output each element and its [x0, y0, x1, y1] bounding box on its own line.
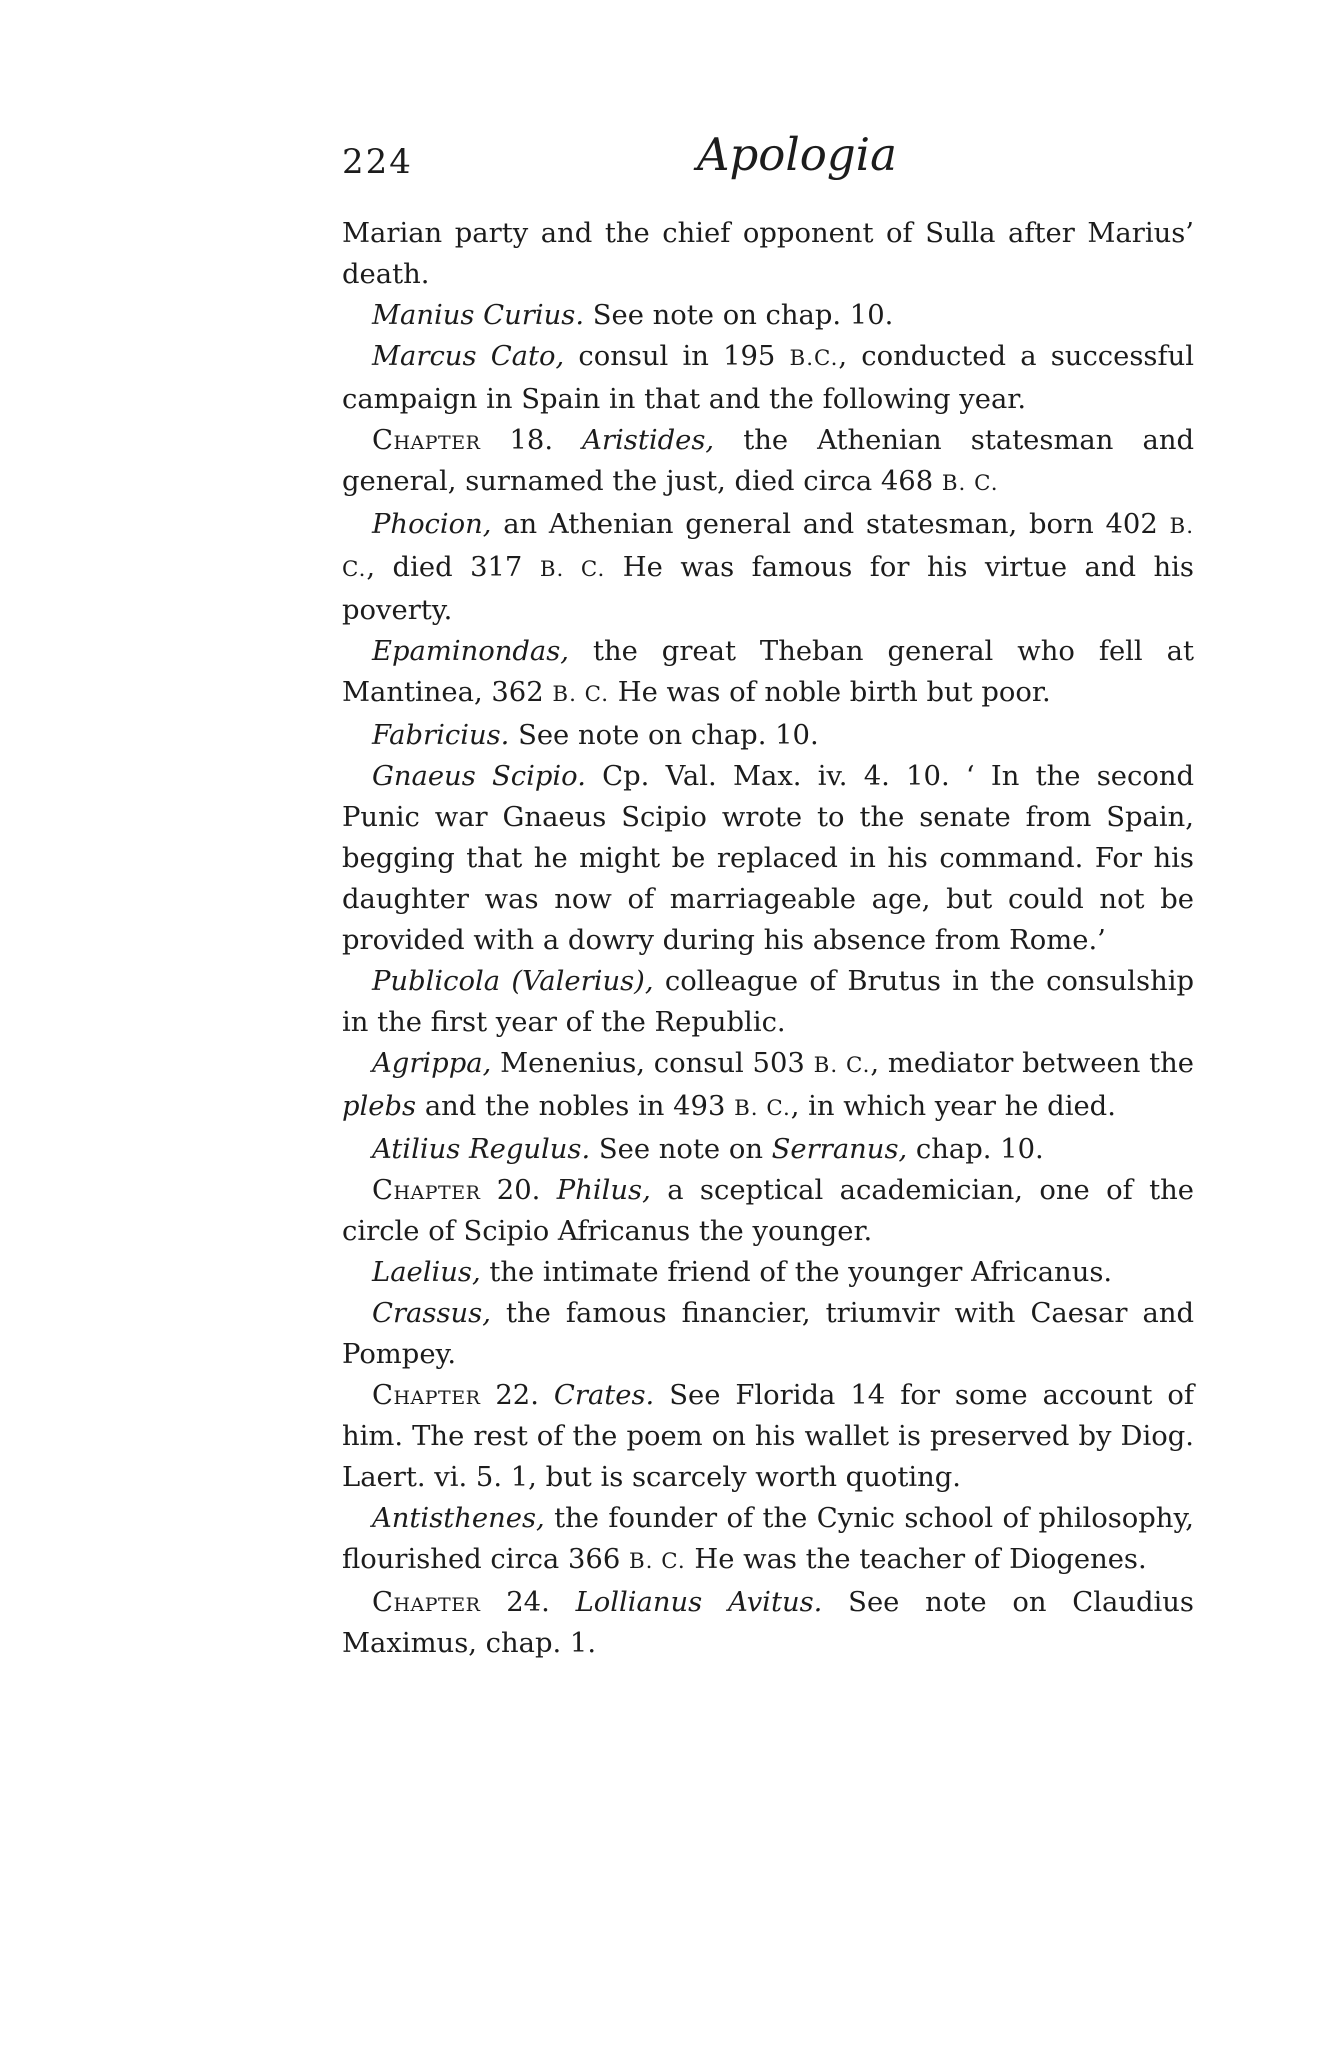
- note-paragraph: [342, 1252, 1194, 1293]
- era-abbreviation: B. C.: [628, 1549, 686, 1574]
- text-run: Menenius, consul 503: [491, 1048, 814, 1079]
- text-run: See note on chap. 10.: [584, 300, 894, 331]
- text-run: He was famous for his virtue and his poverty.: [342, 552, 1194, 626]
- italic-term: Serranus,: [771, 1134, 908, 1165]
- page-number: 224: [342, 142, 413, 182]
- italic-term: plebs: [342, 1091, 417, 1122]
- text-run: chap. 10.: [907, 1134, 1044, 1165]
- text-run: 20.: [480, 1175, 557, 1206]
- running-title: Apologia: [697, 128, 897, 181]
- text-run: the Athenian statesman and general, surnamed the just, died circa 468: [342, 425, 1194, 497]
- italic-term: Crassus,: [372, 1298, 491, 1329]
- chapter-label: Chapter: [372, 1380, 481, 1411]
- notes-body: [342, 213, 1194, 1664]
- note-paragraph: [342, 715, 1194, 756]
- note-paragraph: [342, 961, 1194, 1043]
- note-paragraph: [342, 504, 1194, 631]
- note-paragraph: [342, 631, 1194, 715]
- text-run: He was of noble birth but poor.: [609, 677, 1051, 708]
- note-paragraph: [342, 1498, 1194, 1582]
- text-run: 22.: [480, 1380, 554, 1411]
- chapter-label: Chapter: [372, 425, 481, 456]
- italic-term: Crates.: [553, 1380, 655, 1411]
- era-abbreviation: B. C.: [539, 557, 606, 582]
- text-run: an Athenian general and statesman, born 402: [491, 509, 1170, 540]
- text-run: 18.: [480, 425, 583, 456]
- italic-term: Epaminondas,: [372, 636, 569, 667]
- chapter-label: Chapter: [372, 1175, 481, 1206]
- era-abbreviation: B. C.: [734, 1096, 791, 1121]
- italic-term: Aristides,: [582, 425, 715, 456]
- text-run: Marian party and the chief opponent of Sulla after Marius’ death.: [342, 218, 1194, 290]
- text-run: He was the teacher of Diogenes.: [685, 1544, 1147, 1575]
- italic-term: Antisthenes,: [372, 1503, 545, 1534]
- note-paragraph: [342, 1293, 1194, 1375]
- italic-term: Gnaeus Scipio.: [372, 761, 586, 792]
- note-paragraph: [342, 295, 1194, 336]
- italic-term: Laelius,: [372, 1257, 481, 1288]
- text-run: and the nobles in 493: [416, 1091, 735, 1122]
- italic-term: Manius Curius.: [372, 300, 585, 331]
- note-paragraph: [342, 336, 1194, 420]
- era-abbreviation: B. C.: [552, 682, 610, 707]
- page-header: [342, 128, 1194, 198]
- text-run: the famous financier, triumvir with Caesar and Pompey.: [342, 1298, 1194, 1370]
- note-paragraph: [342, 756, 1194, 961]
- text-run: , mediator between the: [870, 1048, 1194, 1079]
- text-run: See note on: [590, 1134, 772, 1165]
- era-abbreviation: B. C.: [813, 1053, 871, 1078]
- note-paragraph: [342, 1582, 1194, 1664]
- era-abbreviation: B. C.: [342, 514, 1194, 582]
- text-run: colleague of Brutus in the consulship in the first year of the Republic.: [342, 966, 1194, 1038]
- italic-term: Publicola (Valerius),: [372, 966, 654, 997]
- text-run: 24.: [480, 1587, 576, 1618]
- note-paragraph: [342, 1043, 1194, 1129]
- text-run: Cp. Val. Max. iv. 4. 10. ‘ In the second Punic war Gnaeus Scipio wrote to the senate from Spain, begging that he might be replaced in his command. For his daughter was now of marriageable age, but could not be provided with a dowry during his absence from Rome.’: [342, 761, 1194, 956]
- text-run: the intimate friend of the younger Africanus.: [480, 1257, 1113, 1288]
- text-run: , died 317: [366, 552, 540, 583]
- italic-term: Philus,: [556, 1175, 651, 1206]
- era-abbreviation: B.C.: [789, 346, 839, 371]
- text-run: , in which year he died.: [790, 1091, 1116, 1122]
- note-paragraph: [342, 1375, 1194, 1498]
- text-run: the founder of the Cynic school of philosophy, flourished circa 366: [342, 1503, 1194, 1575]
- italic-term: Marcus Cato,: [372, 341, 565, 372]
- note-paragraph: [342, 420, 1194, 504]
- text-run: See Florida 14 for some account of him. The rest of the poem on his wallet is preserved by Diog. Laert. vi. 5. 1, but is scarcely worth quoting.: [342, 1380, 1194, 1493]
- note-paragraph: [342, 1170, 1194, 1252]
- era-abbreviation: B. C.: [941, 471, 999, 496]
- text-run: consul in 195: [564, 341, 790, 372]
- chapter-label: Chapter: [372, 1587, 481, 1618]
- italic-term: Lollianus Avitus.: [575, 1587, 823, 1618]
- italic-term: Atilius Regulus.: [372, 1134, 591, 1165]
- text-run: See note on chap. 10.: [509, 720, 819, 751]
- note-paragraph: [342, 1129, 1194, 1170]
- note-paragraph: [342, 213, 1194, 295]
- text-run: a sceptical academician, one of the circle of Scipio Africanus the younger.: [342, 1175, 1194, 1247]
- text-run: the great Theban general who fell at Mantinea, 362: [342, 636, 1194, 708]
- text-run: See note on Claudius Maximus, chap. 1.: [342, 1587, 1194, 1659]
- italic-term: Agrippa,: [372, 1048, 492, 1079]
- text-run: , conducted a successful campaign in Spain in that and the following year.: [342, 341, 1194, 415]
- italic-term: Fabricius.: [372, 720, 510, 751]
- italic-term: Phocion,: [372, 509, 492, 540]
